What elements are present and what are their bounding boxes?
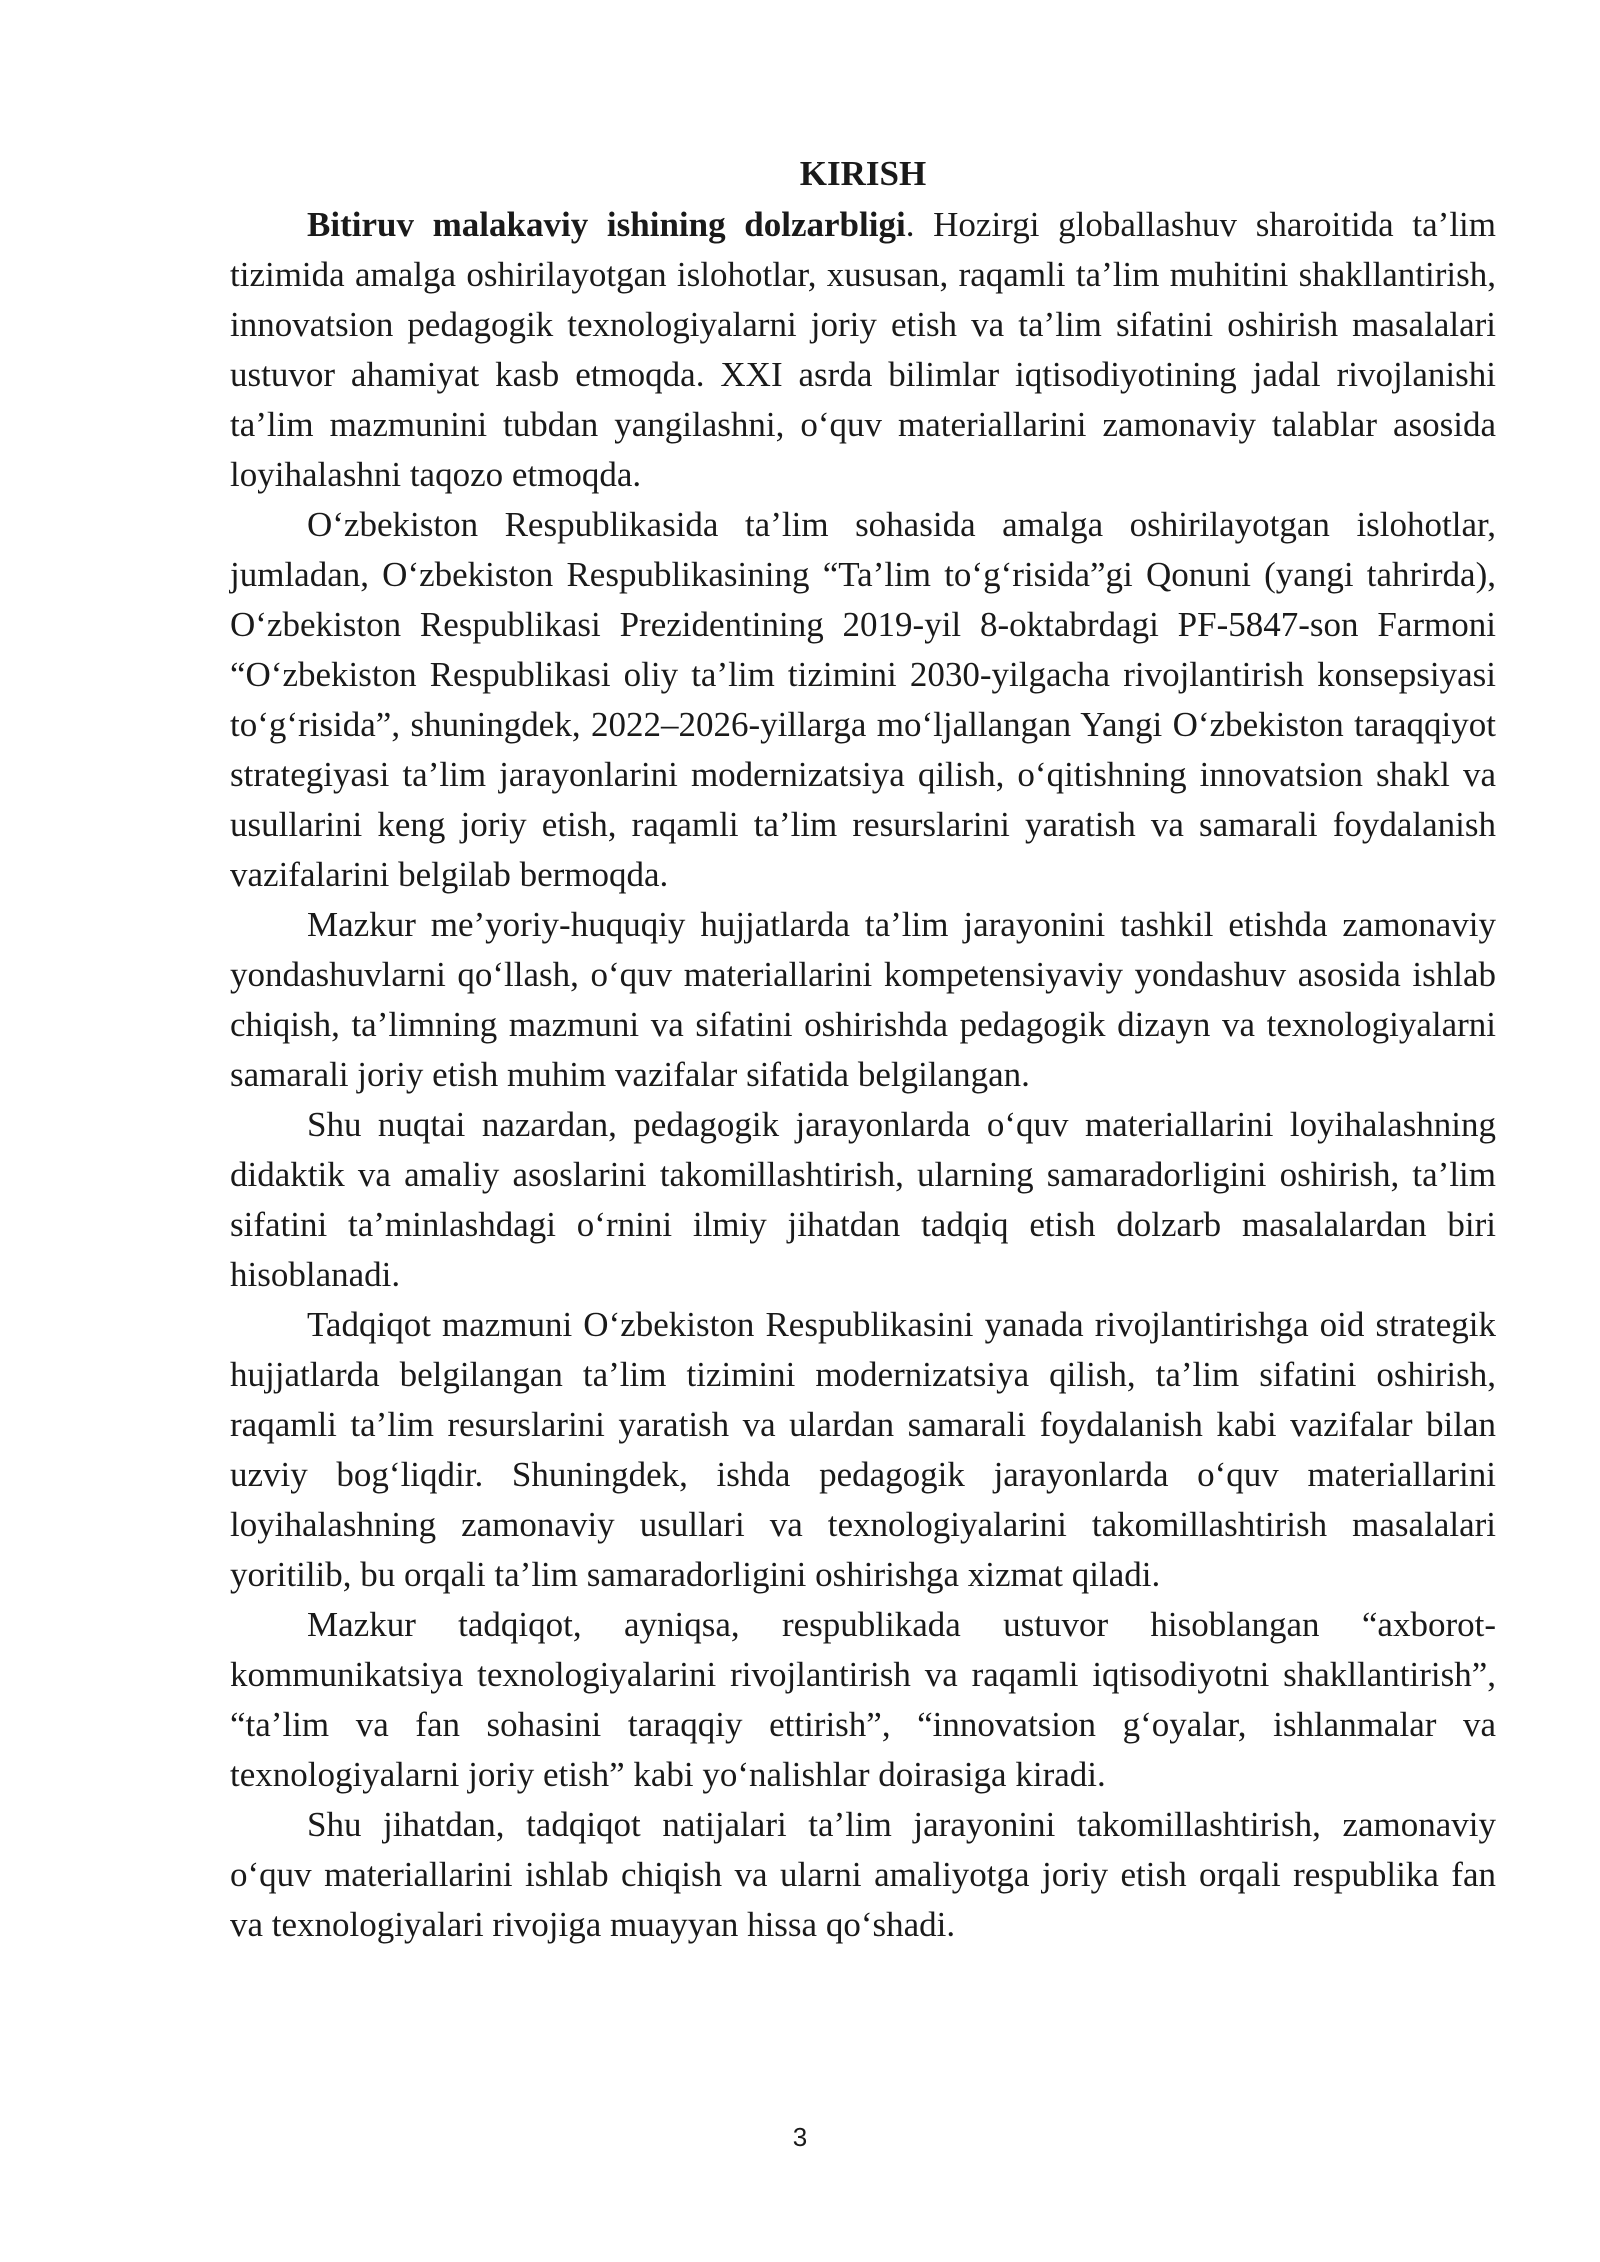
paragraph-point-of-view: Shu nuqtai nazardan, pedagogik jarayonlarda o‘quv materiallarini loyihalashning didaktik va amaliy asoslarini takomillashtirish, ularning samaradorligini oshirish, ta’lim sifatini ta’minlashdagi o‘rnini ilmiy jihatdan tadqiq etish dolzarb masalalardan biri hisoblanadi. [230,1105,1496,1294]
paragraph-text: . Hozirgi globallashuv sharoitida ta’lim tizimida amalga oshirilayotgan islohotlar, xususan, raqamli ta’lim muhitini shakllantirish, innovatsion pedagogik texnologiyalarni joriy etish va ta’lim sifatini oshirish masalalari ustuvor ahamiyat kasb etmoqda. XXI asrda bilimlar iqtisodiyotining jadal rivojlanishi ta’lim mazmunini tubdan yangilashni, o‘quv materiallarini zamonaviy talablar asosida loyihalashni taqozo etmoqda. [230,205,1496,494]
paragraph-contribution: Shu jihatdan, tadqiqot natijalari ta’lim jarayonini takomillashtirish, zamonaviy o‘quv materiallarini ishlab chiqish va ularni amaliyotga joriy etish orqali respublika fan va texnologiyalari rivojiga muayyan hissa qo‘shadi. [230,1805,1496,1944]
section-heading: KIRISH [799,154,927,193]
paragraph-legal-basis: O‘zbekiston Respublikasida ta’lim sohasida amalga oshirilayotgan islohotlar, jumladan, O‘zbekiston Respublikasining “Ta’lim to‘g‘risida”gi Qonuni (yangi tahrirda), O‘zbekiston Respublikasi Prezidentining 2019-yil 8-oktabrdagi PF-5847-son Farmoni “O‘zbekiston Respublikasi oliy ta’lim tizimini 2030-yilgacha rivojlantirish konsepsiyasi to‘g‘risida”, shuningdek, 2022–2026-yillarga mo‘ljallangan Yangi O‘zbekiston taraqqiyot strategiyasi ta’lim jarayonlarini modernizatsiya qilish, o‘qitishning innovatsion shakl va usullarini keng joriy etish, raqamli ta’lim resurslarini yaratish va samarali foydalanish vazifalarini belgilab bermoqda. [230,505,1496,894]
page-number: 3 [792,2122,808,2152]
paragraph-relevance [230,200,1496,500]
paragraph-lead-bold: Bitiruv malakaviy ishining dolzarbligi [307,205,906,244]
document-page [230,148,1496,1950]
paragraph-research-content: Tadqiqot mazmuni O‘zbekiston Respublikasini yanada rivojlantirishga oid strategik hujjatlarda belgilangan ta’lim tizimini modernizatsiya qilish, ta’lim sifatini oshirish, raqamli ta’lim resurslarini yaratish va ulardan samarali foydalanish kabi vazifalar bilan uzviy bog‘liqdir. Shuningdek, ishda pedagogik jarayonlarda o‘quv materiallarini loyihalashning zamonaviy usullari va texnologiyalarini takomillashtirish masalalari yoritilib, bu orqali ta’lim samaradorligini oshirishga xizmat qiladi. [230,1305,1496,1594]
paragraph-normative-tasks: Mazkur me’yoriy-huquqiy hujjatlarda ta’lim jarayonini tashkil etishda zamonaviy yondashuvlarni qo‘llash, o‘quv materiallarini kompetensiyaviy yondashuv asosida ishlab chiqish, ta’limning mazmuni va sifatini oshirishda pedagogik dizayn va texnologiyalarni samarali joriy etish muhim vazifalar sifatida belgilangan. [230,905,1496,1094]
paragraph-priority-directions: Mazkur tadqiqot, ayniqsa, respublikada ustuvor hisoblangan “axborot-kommunikatsiya texnologiyalarini rivojlantirish va raqamli iqtisodiyotni shakllantirish”, “ta’lim va fan sohasini taraqqiy ettirish”, “innovatsion g‘oyalar, ishlanmalar va texnologiyalarni joriy etish” kabi yo‘nalishlar doirasiga kiradi. [230,1605,1496,1794]
